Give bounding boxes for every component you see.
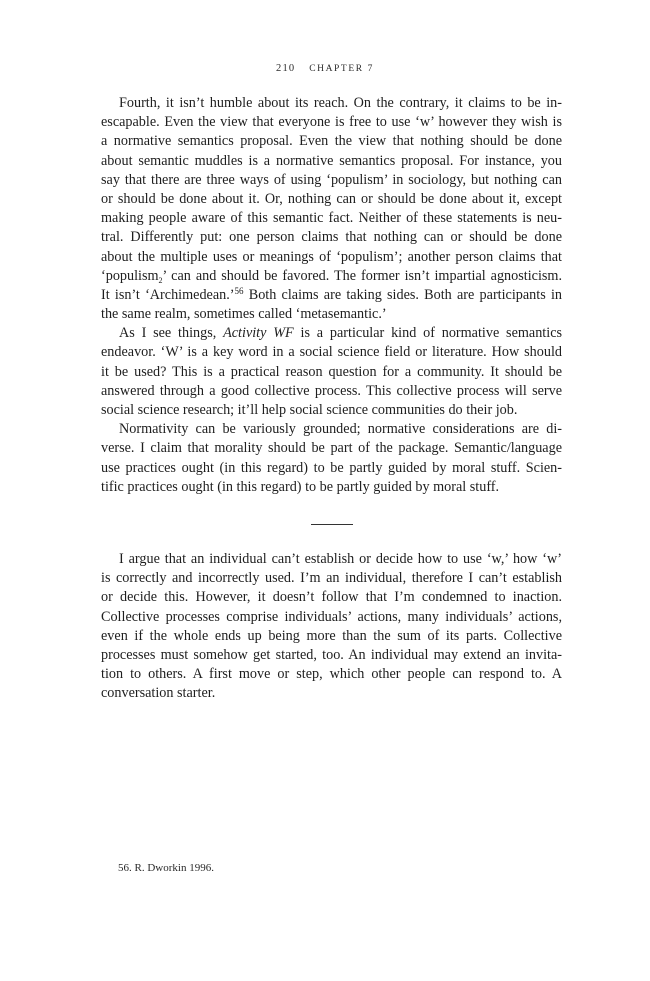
line-text: ’ can and should be favored. The former isn’t impartial agnosticism. bbox=[162, 267, 562, 284]
page-number: 210 bbox=[276, 63, 296, 74]
paragraph-4-line: or decide this. However, it doesn’t follow that I’m condemned to inaction. bbox=[101, 589, 562, 606]
paragraph-1-line: Fourth, it isn’t humble about its reach. On the contrary, it claims to be in- bbox=[119, 95, 562, 111]
footnote: 56. R. Dworkin 1996. bbox=[118, 862, 214, 874]
paragraph-1-line: the same realm, sometimes called ‘metasemantic.’ bbox=[101, 306, 387, 323]
paragraph-1-line: making people aware of this semantic fact. Neither of these statements is neu- bbox=[101, 210, 562, 227]
paragraph-2-line: it be used? This is a practical reason question for a community. It should be bbox=[101, 363, 562, 380]
section-break-rule bbox=[311, 524, 353, 525]
paragraph-2-line: answered through a good collective process. This collective process will serve bbox=[101, 382, 562, 399]
paragraph-1-line bbox=[101, 286, 562, 305]
paragraph-1-line: say that there are three ways of using ‘populism’ in sociology, but nothing can bbox=[101, 171, 562, 188]
line-text: It isn’t ‘Archimedean.’ bbox=[101, 286, 235, 303]
running-head bbox=[0, 63, 650, 74]
paragraph-4-line: even if the whole ends up being more than the sum of its parts. Collective bbox=[101, 627, 562, 644]
line-text: is a particular kind of normative semantics bbox=[293, 325, 563, 342]
paragraph-4-line: conversation starter. bbox=[101, 685, 216, 702]
populism-word: ‘populism bbox=[101, 267, 159, 284]
body-text-lower bbox=[101, 550, 562, 704]
paragraph-4-line: Collective processes comprise individuals’ actions, many individuals’ actions, bbox=[101, 608, 562, 625]
subscript-index: 2 bbox=[158, 275, 163, 285]
paragraph-2-line: social science research; it’ll help social science communities do their job. bbox=[101, 402, 518, 418]
paragraph-1-line: or should be done about it. Or, nothing can or should be done about it, except bbox=[101, 190, 562, 207]
paragraph-3-line: Normativity can be variously grounded; normative considerations are di- bbox=[119, 421, 562, 438]
paragraph-4-line: I argue that an individual can’t establish or decide how to use ‘w,’ how ‘w’ bbox=[119, 551, 562, 567]
line-text: Both claims are taking sides. Both are participants in bbox=[243, 286, 562, 303]
paragraph-2-line: endeavor. ‘W’ is a key word in a social science field or literature. How should bbox=[101, 344, 562, 361]
paragraph-4-line: processes must somehow get started, too. An individual may extend an invita- bbox=[101, 646, 562, 663]
body-text-upper bbox=[101, 94, 562, 497]
paragraph-3-line: verse. I claim that morality should be part of the package. Semantic/language bbox=[101, 440, 562, 457]
paragraph-4-line: tion to others. A first move or step, which other people can respond to. A bbox=[101, 666, 562, 683]
footnote-reference[interactable]: 56 bbox=[234, 285, 244, 296]
paragraph-2-line bbox=[101, 324, 562, 343]
italic-term: Activity WF bbox=[223, 325, 294, 342]
paragraph-1-line: tral. Differently put: one person claims that nothing can or should be done bbox=[101, 229, 562, 246]
paragraph-1-line bbox=[101, 267, 562, 286]
paragraph-4-line: is correctly and incorrectly used. I’m an individual, therefore I can’t establish bbox=[101, 570, 562, 587]
paragraph-1-line: a normative semantics proposal. Even the view that nothing should be done bbox=[101, 133, 562, 150]
paragraph-1-line: about the multiple uses or meanings of ‘populism’; another person claims that bbox=[101, 248, 562, 265]
paragraph-3-line: use practices ought (in this regard) to be partly guided by moral stuff. Scien- bbox=[101, 459, 562, 476]
chapter-title: CHAPTER 7 bbox=[309, 64, 374, 74]
line-text: As I see things, bbox=[119, 325, 224, 342]
paragraph-1-line: about semantic muddles is a normative semantics proposal. For instance, you bbox=[101, 152, 562, 169]
paragraph-1-line: escapable. Even the view that everyone is free to use ‘w’ however they wish is bbox=[101, 114, 562, 131]
paragraph-3-line: tific practices ought (in this regard) to be partly guided by moral stuff. bbox=[101, 478, 500, 495]
